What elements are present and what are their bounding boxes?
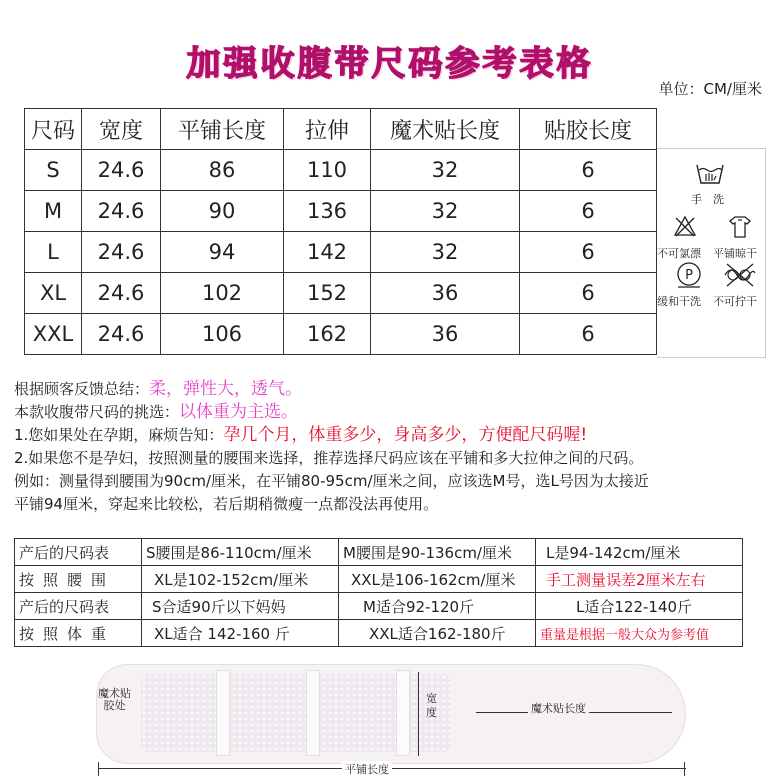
waist-s: S腰围是86-110cm/厘米 — [142, 539, 339, 566]
non-pregnant-line: 2.如果您不是孕妇，按照测量的腰围来选择，推荐选择尺码应该在平铺和多大拉伸之间的尺码。 — [14, 449, 644, 467]
weight-label-2: 按照体重 — [15, 620, 142, 647]
waist-label-2: 按照腰围 — [15, 566, 142, 593]
cell-glue-length: 6 — [520, 232, 657, 273]
waist-l: L是94-142cm/厘米 — [536, 539, 743, 566]
cell-size: XL — [25, 273, 82, 314]
cell-flat-length: 94 — [161, 232, 284, 273]
table-row — [15, 539, 743, 566]
feedback-highlight: 柔，弹性大，透气。 — [149, 379, 303, 399]
cell-stretch: 136 — [284, 191, 371, 232]
header-width: 宽度 — [82, 109, 161, 150]
width-label: 宽 度 — [426, 692, 437, 719]
belt-support-strip — [216, 670, 230, 756]
cell-width: 24.6 — [82, 273, 161, 314]
flat-dry-icon — [727, 215, 753, 239]
belt-support-strip — [396, 670, 410, 756]
width-dimension-line — [418, 672, 420, 756]
cell-stretch: 162 — [284, 314, 371, 355]
no-wring-label: 不可拧干 — [713, 295, 757, 308]
postpartum-size-table — [14, 538, 743, 647]
choose-line — [14, 401, 774, 424]
table-row — [25, 314, 657, 355]
cell-width: 24.6 — [82, 191, 161, 232]
cell-width: 24.6 — [82, 314, 161, 355]
weight-label-1: 产后的尺码表 — [15, 593, 142, 620]
flat-length-dimension-line — [98, 768, 686, 770]
cell-velcro-length: 36 — [371, 273, 520, 314]
pregnancy-line — [14, 424, 774, 447]
pregnancy-prefix: 1.您如果处在孕期，麻烦告知： — [14, 426, 224, 444]
page-title: 加强收腹带尺码参考表格 — [186, 44, 594, 84]
velcro-length-label: 魔术贴长度 — [528, 700, 589, 716]
weight-m: M适合92-120斤 — [339, 593, 536, 620]
choose-prefix: 本款收腹带尺码的挑选： — [14, 403, 180, 421]
dimension-tick — [98, 762, 100, 776]
cell-velcro-length: 32 — [371, 191, 520, 232]
cell-size: L — [25, 232, 82, 273]
weight-s: S合适90斤以下妈妈 — [142, 593, 339, 620]
waist-xl: XL是102-152cm/厘米 — [142, 566, 339, 593]
hand-wash-label: 手 洗 — [691, 193, 724, 206]
cell-glue-length: 6 — [520, 191, 657, 232]
size-notes — [14, 378, 774, 516]
cell-velcro-length: 32 — [371, 232, 520, 273]
care-instructions — [657, 148, 766, 358]
cell-size: XXL — [25, 314, 82, 355]
flat-length-label: 平铺长度 — [342, 761, 392, 777]
cell-glue-length: 6 — [520, 314, 657, 355]
cell-flat-length: 90 — [161, 191, 284, 232]
example-line-2: 平铺94厘米，穿起来比较松，若后期稍微瘦一点都没法再使用。 — [14, 495, 439, 513]
waist-label-1: 产后的尺码表 — [15, 539, 142, 566]
cell-width: 24.6 — [82, 150, 161, 191]
header-flat-length: 平铺长度 — [161, 109, 284, 150]
no-wring-icon — [723, 261, 757, 289]
cell-flat-length: 106 — [161, 314, 284, 355]
table-row — [25, 150, 657, 191]
svg-text:P: P — [685, 268, 693, 283]
hand-wash-icon — [695, 161, 725, 185]
cell-glue-length: 6 — [520, 273, 657, 314]
weight-xl: XL适合 142-160 斤 — [142, 620, 339, 647]
waist-m: M腰围是90-136cm/厘米 — [339, 539, 536, 566]
no-bleach-label: 不可氯漂 — [657, 247, 701, 260]
feedback-prefix: 根据顾客反馈总结： — [14, 380, 150, 398]
header-size: 尺码 — [25, 109, 82, 150]
flat-dry-label: 平铺晾干 — [713, 247, 757, 260]
waist-warning: 手工测量误差2厘米左右 — [536, 566, 743, 593]
dimension-tick — [684, 762, 686, 776]
cell-width: 24.6 — [82, 232, 161, 273]
waist-xxl: XXL是106-162cm/厘米 — [339, 566, 536, 593]
header-velcro-length: 魔术贴长度 — [371, 109, 520, 150]
header-glue-length: 贴胶长度 — [520, 109, 657, 150]
gentle-dry-clean-label: 缓和干洗 — [657, 295, 701, 308]
choose-highlight: 以体重为主选。 — [179, 402, 299, 422]
cell-velcro-length: 32 — [371, 150, 520, 191]
table-row — [15, 593, 743, 620]
weight-xxl: XXL适合162-180斤 — [339, 620, 536, 647]
size-table — [24, 108, 657, 355]
table-row — [25, 232, 657, 273]
cell-size: M — [25, 191, 82, 232]
belt-diagram — [96, 658, 686, 780]
gentle-dry-clean-icon — [675, 261, 703, 289]
size-table-header — [25, 109, 657, 150]
cell-flat-length: 86 — [161, 150, 284, 191]
table-row — [15, 620, 743, 647]
cell-stretch: 142 — [284, 232, 371, 273]
belt-support-strip — [306, 670, 320, 756]
cell-size: S — [25, 150, 82, 191]
table-row — [25, 273, 657, 314]
table-row — [15, 566, 743, 593]
feedback-line — [14, 378, 774, 401]
no-bleach-icon — [673, 215, 697, 237]
unit-label: 单位：CM/厘米 — [658, 80, 762, 98]
velcro-zone-label: 魔术贴 胶处 — [98, 687, 131, 712]
cell-flat-length: 102 — [161, 273, 284, 314]
cell-glue-length: 6 — [520, 150, 657, 191]
weight-warning: 重量是根据一般大众为参考值 — [536, 620, 743, 647]
cell-stretch: 110 — [284, 150, 371, 191]
header-stretch: 拉伸 — [284, 109, 371, 150]
table-row — [25, 191, 657, 232]
cell-velcro-length: 36 — [371, 314, 520, 355]
example-line-1: 例如：测量得到腰围为90cm/厘米，在平铺80-95cm/厘米之间，应该选M号，选L号因为太接近 — [14, 472, 649, 490]
weight-l: L适合122-140斤 — [536, 593, 743, 620]
cell-stretch: 152 — [284, 273, 371, 314]
pregnancy-highlight: 孕几个月，体重多少，身高多少，方便配尺码喔! — [223, 425, 588, 445]
